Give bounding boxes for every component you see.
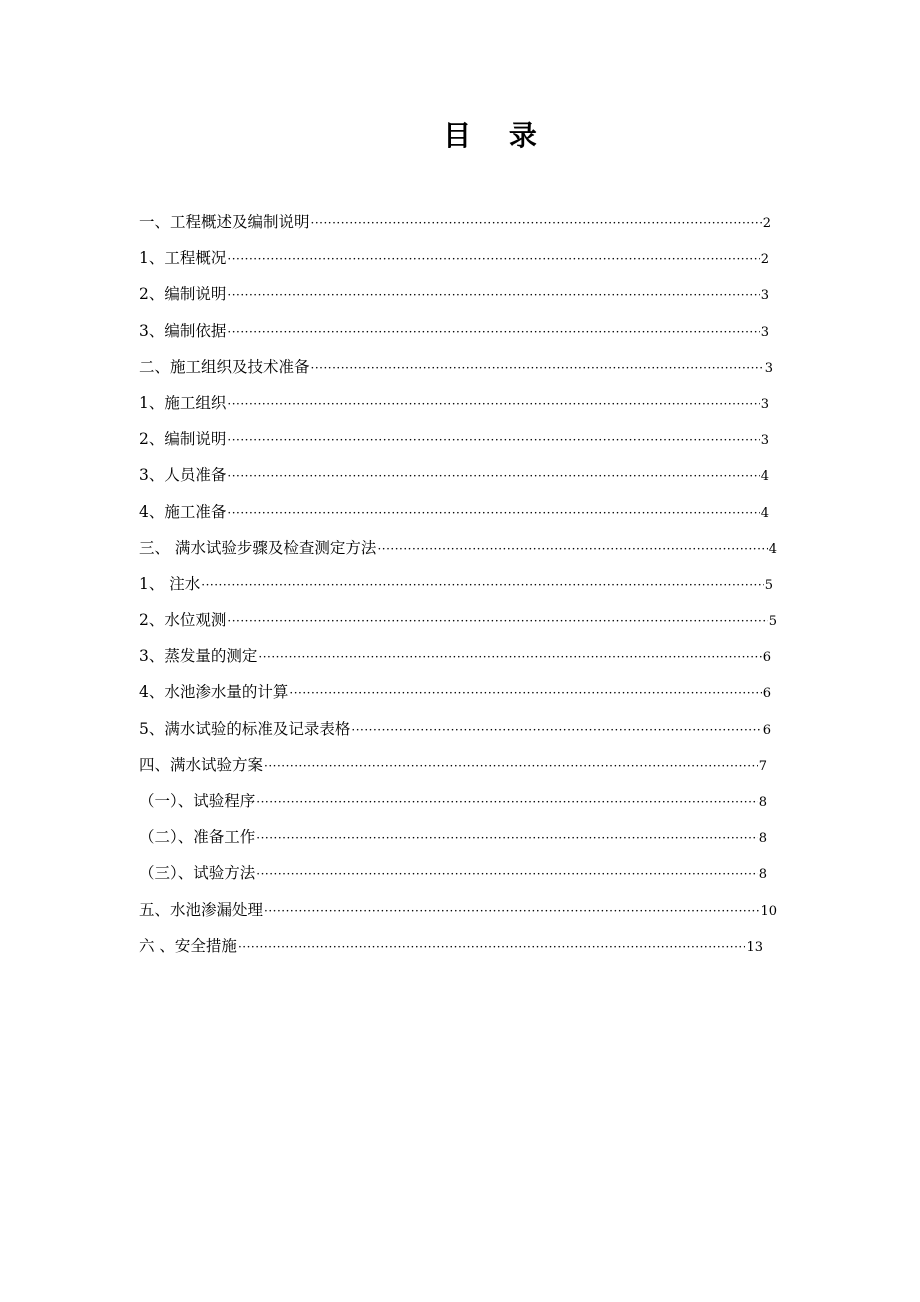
toc-dot-leader [289,686,761,700]
toc-entry-label: （一）、试验程序 [139,792,256,810]
toc-entry-label: 一、工程概述及编制说明 [139,213,310,231]
toc-entry-label: 1、施工组织 [139,393,227,412]
toc-entry-page-number: 6 [762,650,771,666]
toc-dot-leader [351,723,761,737]
toc-entry-label: 4、水池渗水量的计算 [139,683,289,702]
toc-entry-page-number: 2 [762,216,771,231]
toc-entry-label: 1、 注水 [139,574,201,593]
toc-entry-page-number: 13 [746,939,763,955]
toc-entry[interactable] [139,825,767,861]
toc-entry-label: 五、水池渗漏处理 [139,900,264,919]
toc-dot-leader [264,904,759,918]
toc-title: 目 录 [443,119,551,152]
toc-dot-leader [227,506,759,520]
toc-dot-leader [201,578,763,592]
toc-dot-leader [256,831,757,845]
toc-entry[interactable] [139,644,771,680]
toc-entry-page-number: 4 [768,541,777,557]
toc-entry-page-number: 8 [758,795,767,810]
toc-entry-label: 三、 满水试验步骤及检查测定方法 [139,538,377,557]
toc-entry[interactable] [139,355,773,391]
toc-entry-page-number: 3 [760,324,769,340]
toc-entry-page-number: 5 [768,614,777,630]
toc-entry-page-number: 2 [760,252,769,268]
toc-entry[interactable] [139,608,777,644]
toc-entry-page-number: 3 [764,360,773,376]
toc-dot-leader [227,397,759,411]
toc-entry-label: 3、人员准备 [139,466,227,485]
toc-entry[interactable] [139,789,767,825]
toc-dot-leader [227,469,759,483]
toc-entry-label: 2、编制说明 [139,430,227,449]
toc-entry-page-number: 8 [758,867,767,883]
toc-entry-label: 2、水位观测 [139,611,227,630]
toc-entry-page-number: 8 [758,831,767,847]
toc-entry-label: 四、满水试验方案 [139,755,264,774]
toc-entry-page-number: 4 [760,469,769,485]
toc-dot-leader [256,795,757,809]
toc-dot-leader [256,867,757,881]
toc-dot-leader [227,325,759,339]
toc-entry-label: 5、满水试验的标准及记录表格 [139,719,351,738]
toc-entry-page-number: 7 [758,758,767,774]
toc-dot-leader [227,614,767,628]
toc-entry[interactable] [139,861,767,897]
toc-entry[interactable] [139,500,769,536]
toc-entry-label: 3、编制依据 [139,321,227,340]
toc-entry-page-number: 6 [762,686,771,702]
toc-entry[interactable] [139,680,771,716]
toc-entry[interactable] [139,536,777,572]
toc-entry[interactable] [139,210,771,246]
toc-entry-page-number: 3 [760,433,769,449]
toc-entry[interactable] [139,717,771,753]
toc-entry-page-number: 3 [760,396,769,412]
toc-dot-leader [311,361,764,375]
toc-entry[interactable] [139,282,769,318]
toc-dot-leader [258,650,761,664]
toc-entry[interactable] [139,246,769,282]
toc-dot-leader [227,288,759,302]
toc-entry[interactable] [139,898,777,934]
toc-dot-leader [238,940,746,954]
toc-entry-page-number: 5 [764,577,773,593]
toc-entry[interactable] [139,753,767,789]
toc-entry-page-number: 4 [760,505,769,521]
toc-entry[interactable] [139,319,769,355]
toc-entry-page-number: 10 [760,903,777,919]
toc-entry[interactable] [139,572,773,608]
toc-dot-leader [311,216,762,230]
toc-entry-page-number: 6 [762,722,771,738]
toc-entry-label: （二）、准备工作 [139,828,256,847]
toc-list [139,210,779,970]
toc-dot-leader [227,252,759,266]
toc-entry-label: （三）、试验方法 [139,864,256,883]
toc-dot-leader [377,542,767,556]
toc-entry-label: 4、施工准备 [139,502,227,521]
toc-entry[interactable] [139,391,769,427]
toc-entry-label: 2、编制说明 [139,285,227,304]
toc-entry-label: 二、施工组织及技术准备 [139,357,310,376]
toc-entry-label: 1、工程概况 [139,249,227,268]
toc-entry-label: 3、蒸发量的测定 [139,647,258,666]
toc-entry[interactable] [139,427,769,463]
toc-entry[interactable] [139,463,769,499]
toc-entry-page-number: 3 [760,288,769,304]
toc-entry-label: 六 、安全措施 [139,936,237,955]
toc-entry[interactable] [139,934,763,970]
toc-dot-leader [264,759,758,773]
toc-dot-leader [227,433,759,447]
